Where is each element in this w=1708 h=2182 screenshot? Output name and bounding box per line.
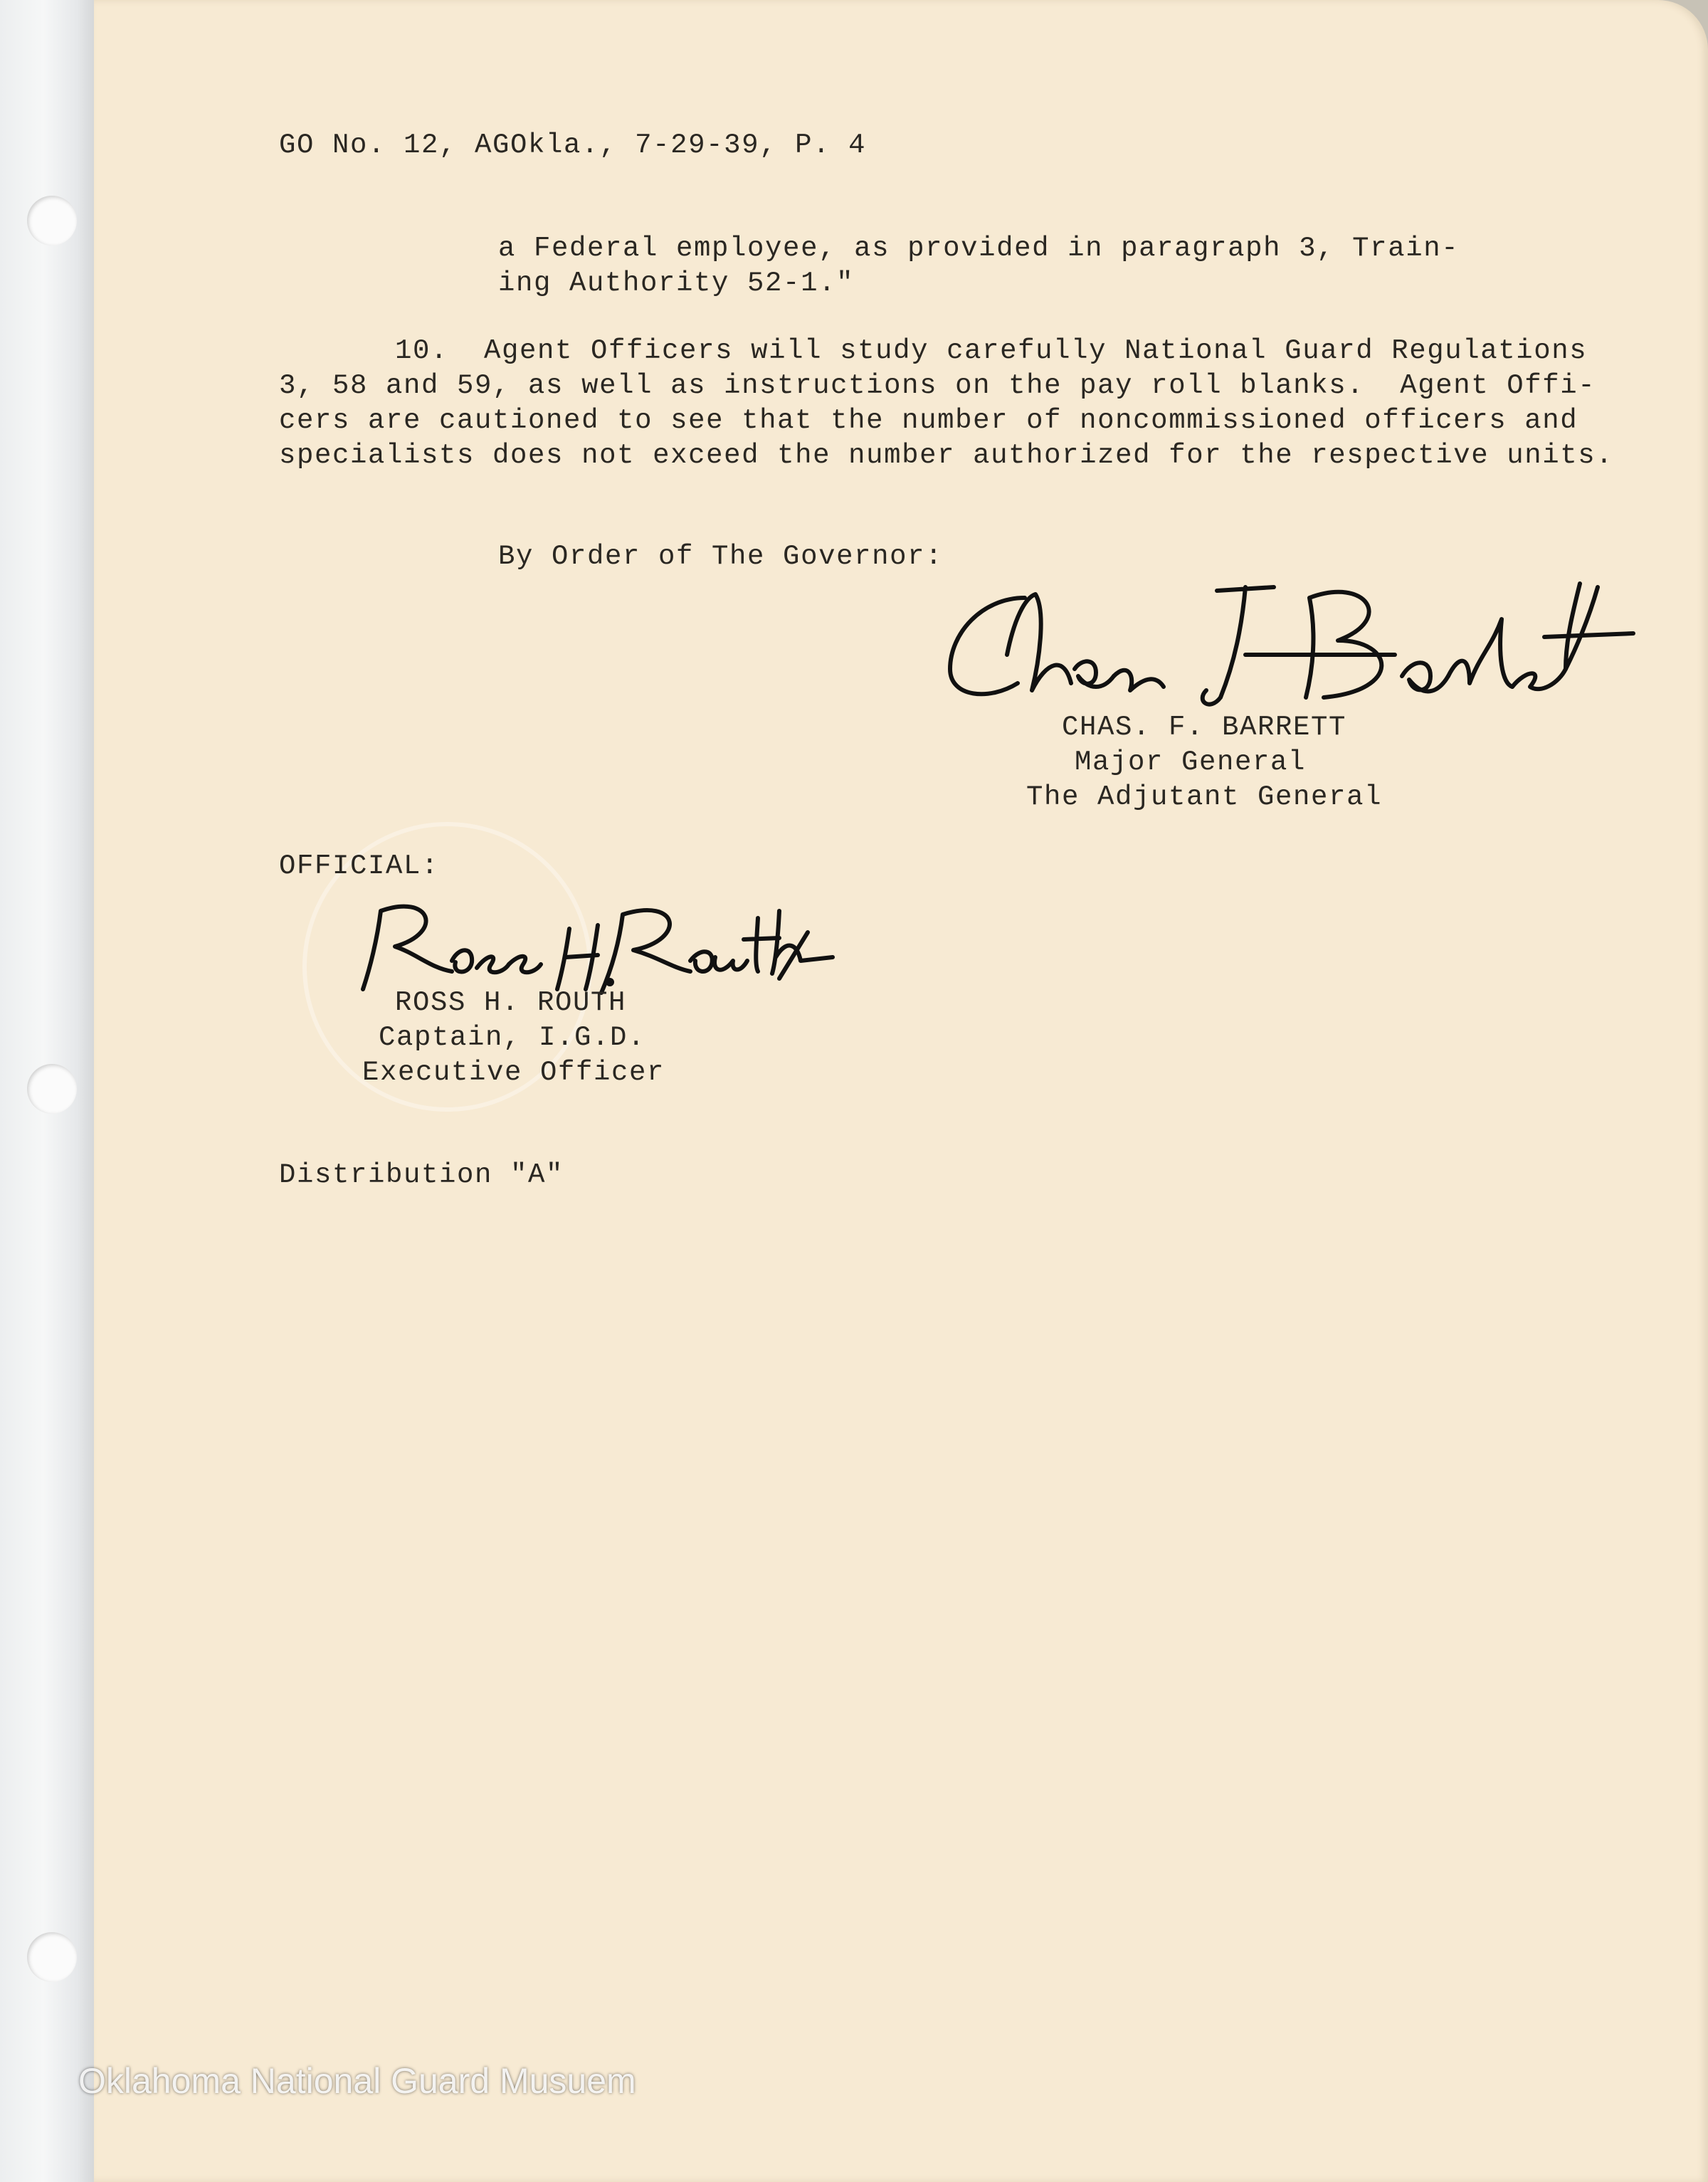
- binder-hole: [27, 196, 77, 246]
- barrett-title: The Adjutant General: [1026, 781, 1383, 813]
- routh-rank: Captain, I.G.D.: [379, 1022, 646, 1053]
- signature-routh: [352, 890, 836, 996]
- signature-barrett: [939, 569, 1637, 712]
- museum-watermark: Oklahoma National Guard Musuem: [78, 2061, 636, 2101]
- routh-name: ROSS H. ROUTH: [395, 987, 627, 1018]
- barrett-rank: Major General: [1075, 747, 1307, 778]
- routh-title: Executive Officer: [362, 1057, 665, 1088]
- order-line: By Order of The Governor:: [498, 541, 944, 572]
- document-reference: GO No. 12, AGOkla., 7-29-39, P. 4: [279, 130, 867, 161]
- paragraph-10-line-2: 3, 58 and 59, as well as instructions on the pay roll blanks. Agent Offi-: [279, 370, 1596, 401]
- binder-hole: [27, 1064, 77, 1114]
- binder-hole: [27, 1932, 77, 1982]
- paragraph-10-line-4: specialists does not exceed the number authorized for the respective units.: [279, 440, 1614, 471]
- quote-line-1: a Federal employee, as provided in paragraph 3, Train-: [498, 233, 1460, 264]
- paragraph-10-line-3: cers are cautioned to see that the number of noncommissioned officers and: [279, 405, 1578, 436]
- distribution-line: Distribution "A": [279, 1159, 564, 1191]
- barrett-name: CHAS. F. BARRETT: [1062, 712, 1347, 743]
- official-label: OFFICIAL:: [279, 850, 440, 882]
- quote-line-2: ing Authority 52-1.": [498, 268, 855, 299]
- document-page: [94, 0, 1708, 2182]
- paragraph-10-line-1: 10. Agent Officers will study carefully National Guard Regulations: [395, 335, 1588, 367]
- binder-strip: [0, 0, 96, 2182]
